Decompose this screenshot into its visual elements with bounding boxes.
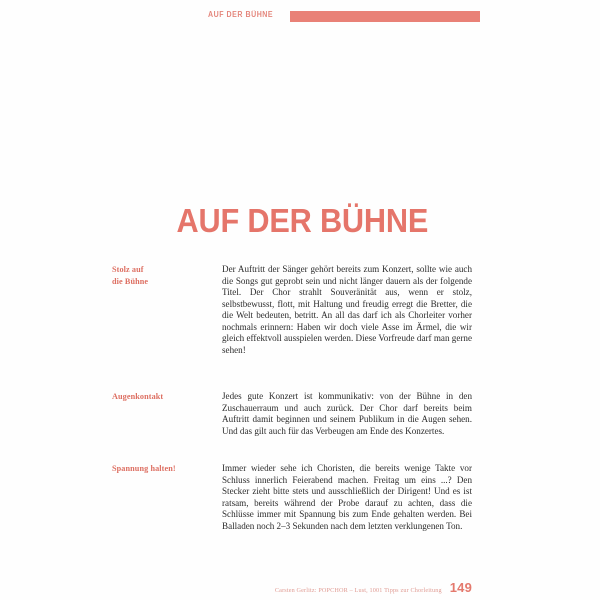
running-head-label: AUF DER BÜHNE [208, 10, 274, 19]
page-number: 149 [449, 580, 472, 595]
body-paragraph: Der Auftritt der Sänger gehört bereits zum Konzert, sollte wie auch die Songs gut geprobt sein und nicht länger dauern als der folgende Titel. Der Chor strahlt Souveränität aus, wenn er stolz, selbstbewusst, flott, mit Haltung und freudig erregt die Bretter, die die Welt bedeuten, betritt. An all das darf ich als Chorleiter vorher nochmals erinnern: Haben wir doch viele Asse im Ärmel, die wir gleich effektvoll ausspielen werden. Diese Vorfreude darf man gerne sehen! [222, 264, 472, 355]
margin-note-label: Spannung halten! [112, 464, 176, 473]
page-title: AUF DER BÜHNE [176, 202, 429, 239]
body-paragraph: Jedes gute Konzert ist kommunikativ: von der Bühne in den Zuschauerraum und auch zurück. Der Chor darf bereits beim Auftritt damit beginnen und seinem Publikum in die Augen sehen. Und das gilt auch für das Verbeugen am Ende des Konzertes. [222, 391, 472, 436]
running-head-rule [290, 11, 480, 22]
running-head [0, 9, 600, 25]
margin-note-label: Stolz auf die Bühne [112, 265, 149, 286]
footer-credit: Carsten Gerlitz: POPCHOR – Lust, 1001 Tipps zur Chorleitung [274, 587, 442, 594]
page-footer [112, 580, 472, 595]
margin-note-label: Augenkontakt [112, 392, 164, 401]
body-paragraph: Immer wieder sehe ich Choristen, die bereits wenige Takte vor Schluss innerlich Feierabend machen. Freitag um eins ...? Den Stecker zieht bitte stets und ausschließlich der Dirigent! Und es ist ratsam, bereits während der Probe darauf zu achten, dass die Schlüsse immer mit Spannung bis zum Ende gehalten werden. Bei Balladen noch 2–3 Sekunden nach dem letzten verklungenen Ton. [222, 463, 472, 531]
